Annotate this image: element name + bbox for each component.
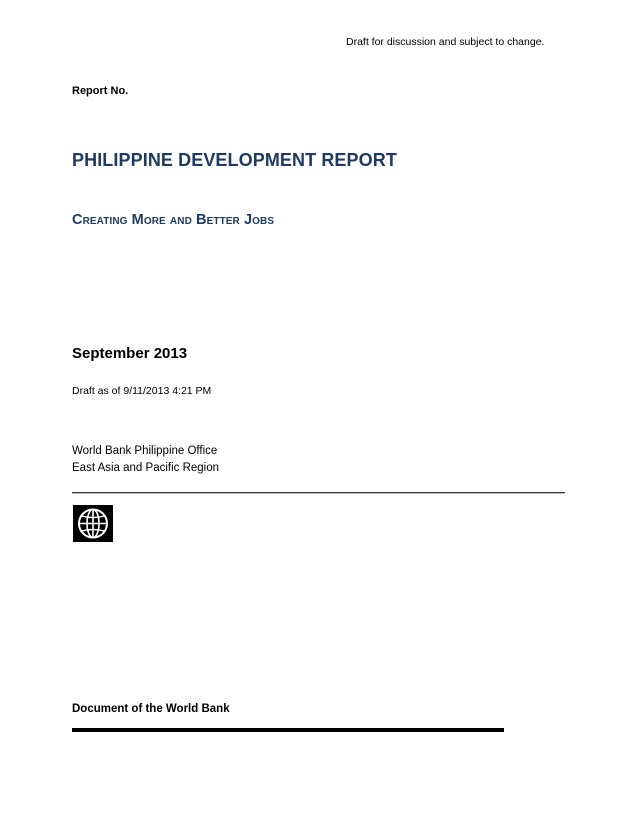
draft-timestamp: Draft as of 9/11/2013 4:21 PM	[72, 385, 212, 397]
report-title: PHILIPPINE DEVELOPMENT REPORT	[72, 150, 397, 170]
world-bank-globe-icon	[73, 505, 113, 542]
document-of-label: Document of the World Bank	[72, 703, 230, 715]
draft-notice: Draft for discussion and subject to change.	[346, 36, 545, 48]
report-number-label: Report No.	[72, 85, 129, 97]
region-name: East Asia and Pacific Region	[72, 462, 220, 474]
report-date: September 2013	[72, 345, 188, 362]
footer-rule	[72, 728, 504, 732]
report-subtitle: Creating More and Better Jobs	[72, 212, 275, 228]
office-name: World Bank Philippine Office	[72, 445, 218, 457]
divider-line	[72, 492, 565, 494]
